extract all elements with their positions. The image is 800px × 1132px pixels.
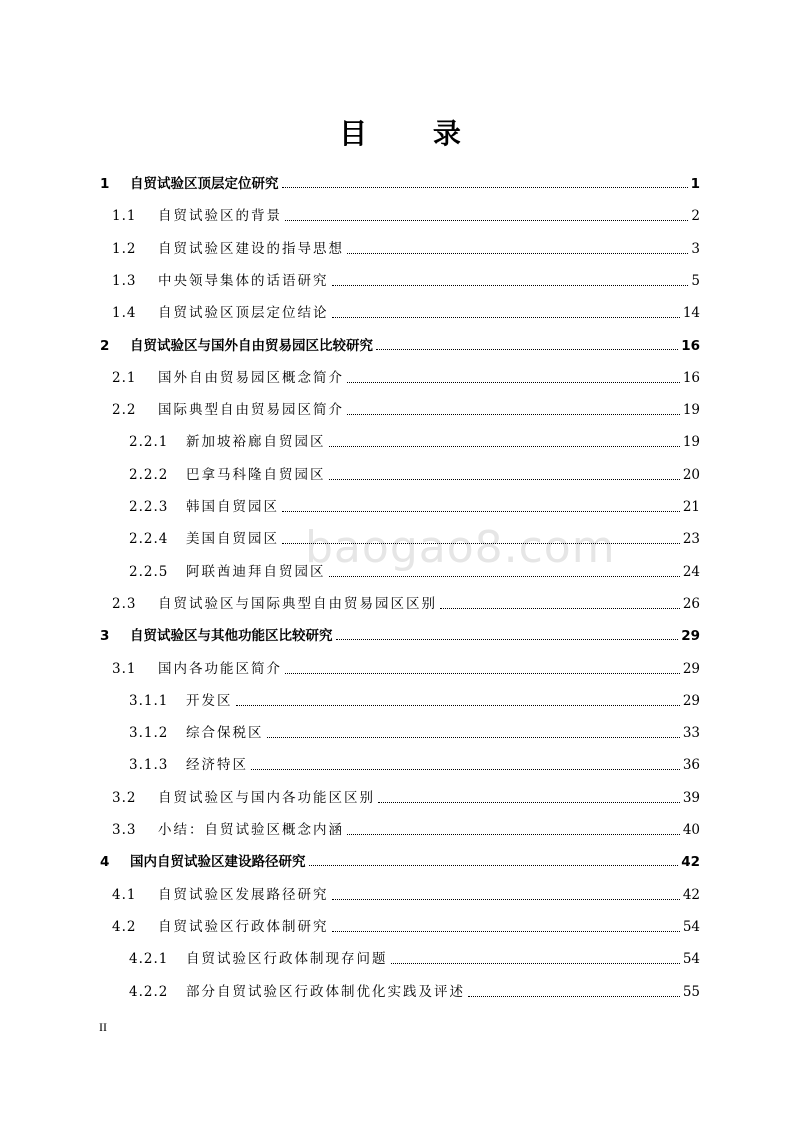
toc-dot-leader (329, 479, 680, 480)
toc-entry-title: 自贸试验区与国内各功能区区别 (158, 789, 375, 806)
toc-entry-page: 5 (691, 272, 700, 289)
toc-dot-leader (332, 317, 680, 318)
toc-entry-title: 自贸试验区建设的指导思想 (158, 240, 344, 257)
toc-entry-number: 3.1.3 (129, 757, 169, 774)
toc-entry-page: 29 (681, 628, 700, 645)
toc-entry-3-3[interactable] (112, 816, 700, 840)
toc-dot-leader (336, 639, 679, 640)
toc-entry-2-2-5[interactable] (129, 558, 700, 582)
toc-entry-title: 自贸试验区发展路径研究 (158, 886, 329, 903)
toc-entry-title: 巴拿马科隆自贸园区 (186, 466, 326, 483)
toc-entry-2-2-2[interactable] (129, 461, 700, 485)
toc-entry-page: 26 (682, 595, 700, 612)
toc-entry-2-3[interactable] (112, 590, 700, 614)
toc-entry-title: 经济特区 (186, 757, 248, 774)
toc-dot-leader (329, 446, 680, 447)
toc-entry-title: 新加坡裕廊自贸园区 (186, 434, 326, 451)
toc-entry-title: 中央领导集体的话语研究 (158, 272, 329, 289)
toc-dot-leader (267, 737, 680, 738)
toc-entry-number: 2.2.5 (129, 563, 169, 580)
toc-entry-page: 39 (682, 789, 700, 806)
toc-entry-3-1-3[interactable] (129, 751, 700, 775)
toc-dot-leader (347, 414, 680, 415)
toc-entry-page: 29 (682, 660, 700, 677)
toc-entry-1-2[interactable] (112, 235, 700, 259)
toc-entry-title: 自贸试验区与国际典型自由贸易园区区别 (158, 595, 437, 612)
toc-entry-title: 小结：自贸试验区概念内涵 (158, 822, 344, 838)
toc-entry-title: 部分自贸试验区行政体制优化实践及评述 (186, 983, 465, 1000)
toc-dot-leader (376, 349, 678, 350)
toc-entry-number: 2.2.2 (129, 466, 169, 483)
toc-entry-number: 2.2.3 (129, 499, 169, 515)
toc-dot-leader (282, 543, 680, 544)
toc-entry-number: 4.2.1 (129, 951, 169, 968)
toc-entry-page: 40 (682, 822, 700, 838)
page-number: II (99, 1020, 107, 1034)
toc-dot-leader (391, 963, 680, 964)
toc-entry-number: 4.2 (112, 918, 137, 935)
toc-entry-page: 16 (681, 337, 700, 354)
toc-dot-leader (332, 899, 680, 900)
toc-entry-page: 54 (682, 951, 700, 968)
toc-entry-title: 国际典型自由贸易园区简介 (158, 402, 344, 419)
toc-entry-page: 19 (682, 402, 700, 419)
toc-entry-page: 1 (690, 176, 700, 192)
toc-entry-title: 阿联酋迪拜自贸园区 (186, 563, 326, 580)
toc-entry-number: 2.2 (112, 402, 137, 419)
toc-entry-2-2-4[interactable] (129, 525, 700, 549)
toc-entry-title: 自贸试验区行政体制现存问题 (186, 951, 388, 968)
toc-entry-number: 1.2 (112, 240, 137, 257)
toc-entry-page: 3 (691, 240, 700, 257)
toc-entry-page: 29 (682, 692, 700, 709)
toc-entry-2[interactable] (100, 332, 700, 356)
toc-dot-leader (378, 802, 680, 803)
toc-entry-title: 国外自由贸易园区概念简介 (158, 369, 344, 386)
toc-entry-title: 自贸试验区行政体制研究 (158, 918, 329, 935)
toc-entry-number: 3 (100, 628, 110, 645)
toc-entry-title: 国内自贸试验区建设路径研究 (130, 854, 306, 871)
toc-entry-page: 23 (682, 531, 700, 548)
toc-entry-title: 自贸试验区的背景 (158, 208, 282, 225)
toc-dot-leader (468, 996, 680, 997)
toc-dot-leader (285, 220, 688, 221)
toc-entry-page: 42 (682, 886, 700, 903)
toc-entry-title: 自贸试验区与国外自由贸易园区比较研究 (130, 337, 373, 354)
toc-entry-number: 3.1 (112, 660, 137, 677)
toc-entry-title: 国内各功能区简介 (158, 660, 282, 677)
toc-entry-2-1[interactable] (112, 364, 700, 388)
toc-entry-number: 2.2.1 (129, 434, 169, 451)
toc-entry-page: 55 (682, 983, 700, 1000)
toc-entry-4[interactable] (100, 848, 700, 872)
toc-entry-3-1-1[interactable] (129, 687, 700, 711)
toc-entry-title: 美国自贸园区 (186, 531, 279, 548)
toc-entry-number: 3.1.1 (129, 692, 169, 709)
toc-dot-leader (236, 705, 680, 706)
toc-entry-page: 33 (682, 725, 700, 742)
toc-dot-leader (347, 382, 680, 383)
toc-dot-leader (309, 865, 679, 866)
toc-dot-leader (332, 285, 689, 286)
toc-entry-3-2[interactable] (112, 784, 700, 808)
toc-entry-2-2-1[interactable] (129, 428, 700, 452)
toc-entry-number: 3.3 (112, 822, 137, 838)
toc-entry-2-2[interactable] (112, 396, 700, 420)
toc-entry-page: 19 (682, 434, 700, 451)
toc-entry-3-1[interactable] (112, 655, 700, 679)
toc-entry-number: 1.1 (112, 208, 137, 225)
toc-entry-page: 16 (682, 369, 700, 386)
toc-dot-leader (332, 931, 680, 932)
toc-entry-number: 2 (100, 337, 110, 354)
toc-entry-page: 14 (682, 305, 700, 322)
toc-entry-number: 2.1 (112, 369, 137, 386)
toc-dot-leader (282, 187, 688, 188)
toc-dot-leader (329, 576, 680, 577)
toc-entry-title: 自贸试验区顶层定位结论 (158, 305, 329, 322)
toc-dot-leader (347, 834, 680, 835)
toc-entry-number: 1.3 (112, 272, 137, 289)
toc-dot-leader (251, 769, 680, 770)
toc-entry-number: 1.4 (112, 305, 137, 322)
toc-entry-page: 42 (681, 854, 700, 871)
toc-entry-4-2-2[interactable] (129, 978, 700, 1002)
toc-entry-1-4[interactable] (112, 299, 700, 323)
toc-entry-page: 2 (691, 208, 700, 225)
toc-entry-2-2-3[interactable] (129, 493, 700, 517)
toc-entry-3-1-2[interactable] (129, 719, 700, 743)
toc-entry-page: 20 (682, 466, 700, 483)
toc-entry-title: 自贸试验区与其他功能区比较研究 (130, 628, 333, 645)
toc-entry-number: 3.2 (112, 789, 137, 806)
toc-entry-4-2[interactable] (112, 913, 700, 937)
watermark: baogao8.com (305, 522, 616, 573)
toc-entry-1-1[interactable] (112, 202, 700, 226)
toc-entry-1[interactable] (100, 170, 700, 194)
toc-entry-1-3[interactable] (112, 267, 700, 291)
toc-entry-title: 韩国自贸园区 (186, 499, 279, 515)
toc-entry-title: 自贸试验区顶层定位研究 (130, 176, 279, 192)
toc-entry-title: 综合保税区 (186, 725, 264, 742)
toc-entry-3[interactable] (100, 622, 700, 646)
toc-entry-page: 24 (682, 563, 700, 580)
toc-entry-number: 2.3 (112, 595, 137, 612)
toc-dot-leader (282, 511, 680, 512)
toc-entry-number: 2.2.4 (129, 531, 169, 548)
toc-entry-number: 4 (100, 854, 110, 871)
toc-entry-number: 4.2.2 (129, 983, 169, 1000)
toc-entry-4-2-1[interactable] (129, 945, 700, 969)
toc-dot-leader (285, 673, 680, 674)
page-title: 目 录 (339, 117, 489, 150)
toc-entry-page: 36 (682, 757, 700, 774)
toc-entry-number: 3.1.2 (129, 725, 169, 742)
toc-entry-4-1[interactable] (112, 881, 700, 905)
toc-entry-page: 54 (682, 918, 700, 935)
toc-dot-leader (347, 253, 688, 254)
toc-entry-number: 4.1 (112, 886, 137, 903)
toc-dot-leader (440, 608, 680, 609)
toc-entry-title: 开发区 (186, 692, 233, 709)
toc-entry-page: 21 (682, 499, 700, 515)
toc-entry-number: 1 (100, 176, 110, 192)
